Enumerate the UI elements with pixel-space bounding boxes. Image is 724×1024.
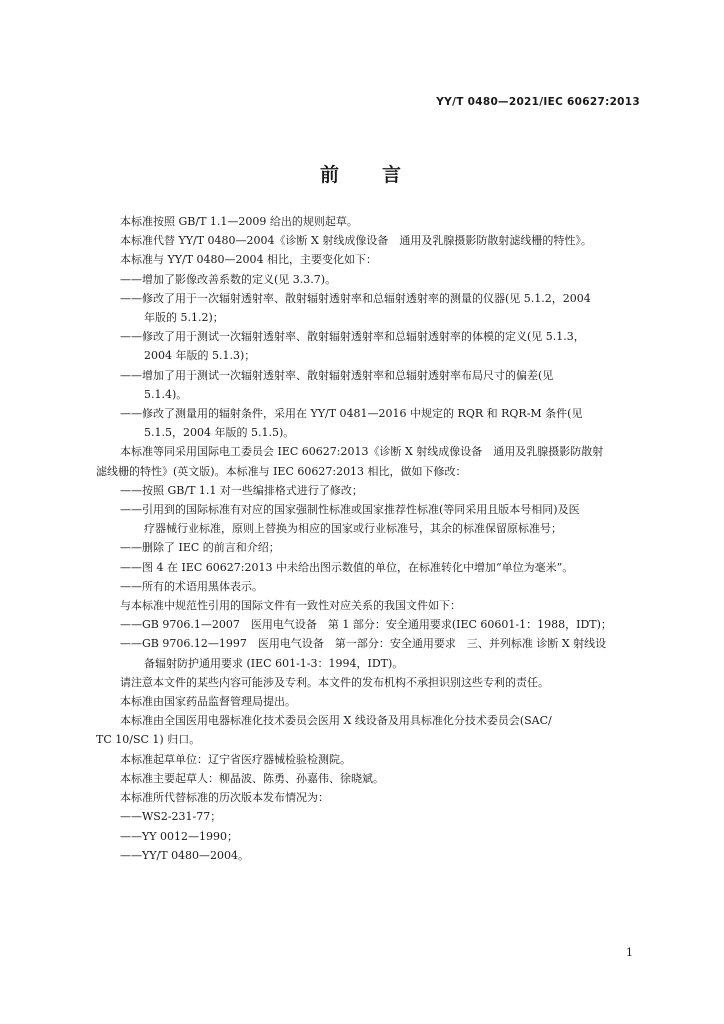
text-line: 5.1.4)。 xyxy=(144,387,188,401)
text-line: 本标准由全国医用电器标准化技术委员会医用 X 线设备及用具标准化分技术委员会(SAC/ xyxy=(120,714,552,728)
page-title xyxy=(0,160,724,187)
text-line: 备辐射防护通用要求 (IEC 601-1-3：1994，IDT)。 xyxy=(144,656,404,670)
text-line: 本标准与 YY/T 0480—2004 相比，主要变化如下： xyxy=(120,253,378,267)
text-line: 与本标准中规范性引用的国际文件有一致性对应关系的我国文件如下： xyxy=(120,599,461,613)
text-line: 2004 年版的 5.1.3)； xyxy=(144,349,256,363)
text-line: ——GB 9706.1—2007 医用电气设备 第 1 部分：安全通用要求(IEC 60601-1：1988，IDT)； xyxy=(120,618,612,632)
text-line: 本标准所代替标准的历次版本发布情况为： xyxy=(120,791,329,805)
text-line: 本标准按照 GB/T 1.1—2009 给出的规则起草。 xyxy=(120,215,358,228)
text-line: ——增加了影像改善系数的定义(见 3.3.7)。 xyxy=(120,272,337,286)
text-line: ——所有的术语用黑体表示。 xyxy=(120,579,263,593)
text-line: ——修改了用于测试一次辐射透射率、散射辐射透射率和总辐射透射率的体模的定义(见 5.1.3， xyxy=(120,330,585,344)
text-line: ——修改了测量用的辐射条件，采用在 YY/T 0481—2016 中规定的 RQR 和 RQR-M 条件(见 xyxy=(120,407,583,421)
text-line: ——YY 0012—1990； xyxy=(120,829,239,843)
text-line: ——引用到的国际标准有对应的国家强制性标准或国家推荐性标准(等同采用且版本号相同)及医 xyxy=(120,503,580,517)
text-line: 本标准等同采用国际电工委员会 IEC 60627:2013《诊断 X 射线成像设备 通用及乳腺摄影防散射 xyxy=(120,445,604,459)
text-line: 年版的 5.1.2)； xyxy=(144,311,224,325)
foreword-body xyxy=(96,212,648,865)
text-line: ——增加了用于测试一次辐射透射率、散射辐射透射率和总辐射透射率布局尺寸的偏差(见 xyxy=(120,368,554,382)
text-line: 本标准起草单位：辽宁省医疗器械检验检测院。 xyxy=(120,752,351,766)
text-line: 本标准代替 YY/T 0480—2004《诊断 X 射线成像设备 通用及乳腺摄影防散射滤线栅的特性》。 xyxy=(120,234,592,248)
text-line: ——YY/T 0480—2004。 xyxy=(120,848,250,862)
text-line: 本标准主要起草人：柳晶波、陈勇、孙嘉伟、徐晓斌。 xyxy=(120,771,384,785)
text-line: 5.1.5，2004 年版的 5.1.5)。 xyxy=(144,426,295,440)
title-char-2: 言 xyxy=(382,164,405,186)
text-line: 滤线栅的特性》(英文版)。本标准与 IEC 60627:2013 相比，做如下修改： xyxy=(96,464,467,478)
text-line: 疗器械行业标准，原则上替换为相应的国家或行业标准号，其余的标准保留原标准号； xyxy=(144,522,562,536)
page-number: 1 xyxy=(626,946,633,959)
title-char-1: 前 xyxy=(319,164,342,186)
text-line: 本标准由国家药品监督管理局提出。 xyxy=(120,695,296,709)
text-line: ——修改了用于一次辐射透射率、散射辐射透射率和总辐射透射率的测量的仪器(见 5.1.2，2004 xyxy=(120,291,591,305)
standard-number: YY/T 0480—2021/IEC 60627:2013 xyxy=(436,96,640,108)
text-line: 请注意本文件的某些内容可能涉及专利。本文件的发布机构不承担识别这些专利的责任。 xyxy=(120,675,549,689)
text-line: ——图 4 在 IEC 60627:2013 中未给出图示数值的单位，在标准转化中增加“单位为毫米”。 xyxy=(120,560,574,574)
text-line: ——删除了 IEC 的前言和介绍； xyxy=(120,541,280,555)
text-line: ——GB 9706.12—1997 医用电气设备 第一部分：安全通用要求 三、并列标准 诊断 X 射线设 xyxy=(120,637,607,651)
text-line: ——WS2-231-77； xyxy=(120,810,222,824)
text-line: ——按照 GB/T 1.1 对一些编排格式进行了修改； xyxy=(120,483,363,497)
text-line: TC 10/SC 1) 归口。 xyxy=(96,733,201,747)
